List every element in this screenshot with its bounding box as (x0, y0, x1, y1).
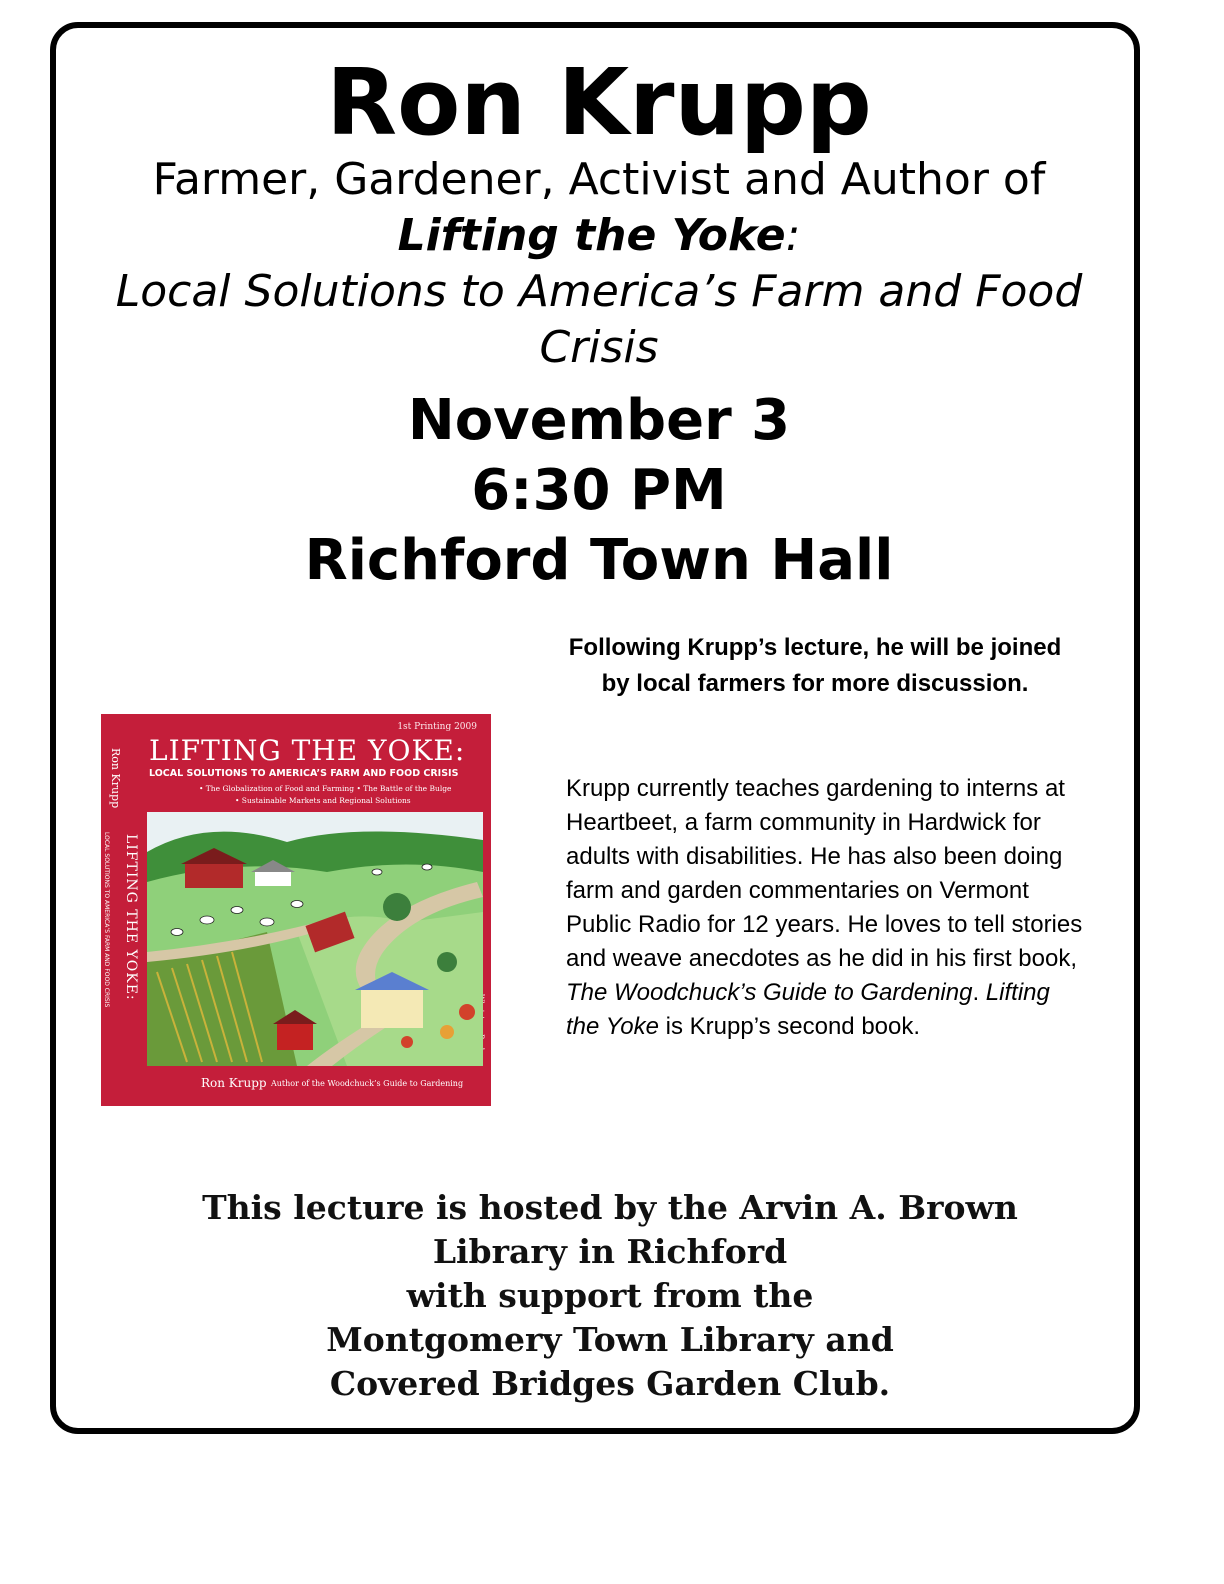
hosted-line-3: with support from the (406, 1276, 814, 1315)
cover-spine-title: LIFTING THE YOKE: (123, 834, 139, 1001)
bio-second-book: Lifting the Yoke (566, 979, 1050, 1040)
hosted-line-5: Covered Bridges Garden Club. (329, 1364, 891, 1403)
event-venue: Richford Town Hall (304, 528, 894, 593)
book-title-colon: : (785, 210, 801, 261)
cover-title: LIFTING THE YOKE: (149, 734, 466, 767)
cover-author-of: Author of the Woodchuck’s Guide to Gardening (271, 1079, 464, 1088)
bio-paragraph (566, 772, 1086, 1044)
event-time: 6:30 PM (471, 458, 727, 523)
speaker-subtitle: Farmer, Gardener, Activist and Author of (152, 154, 1046, 205)
book-title-text: Lifting the Yoke (397, 210, 786, 261)
cover-bullet-1: • The Globalization of Food and Farming • The Battle of the Bulge (199, 784, 452, 793)
bio-text-3: is Krupp’s second book. (658, 1013, 921, 1040)
book-title (56, 208, 1142, 264)
bio-first-book: The Woodchuck’s Guide to Gardening (566, 979, 973, 1006)
hosted-line-1: This lecture is hosted by the Arvin A. Brown (202, 1188, 1018, 1227)
bio-text-1: Krupp currently teaches gardening to interns at Heartbeet, a farm community in Hardwick for adults with disabilities. He has also been doing farm and garden commentaries on Vermont Public Radio for 12 years. He loves to tell stories and weave anecdotes as he did in his first book, (566, 775, 1083, 972)
event-date: November 3 (407, 388, 791, 453)
book-subtitle: Local Solutions to America’s Farm and Food Crisis (115, 266, 1083, 373)
cover-spine-subtitle: LOCAL SOLUTIONS TO AMERICA’S FARM AND FOOD CRISIS (103, 832, 110, 1008)
hosted-line-4: Montgomery Town Library and (326, 1320, 894, 1359)
cover-printing: 1st Printing 2009 (397, 722, 477, 732)
cover-author: Ron Krupp (201, 1076, 267, 1090)
hosted-line-2: Library in Richford (432, 1232, 788, 1271)
cover-spine-author: Ron Krupp (109, 748, 122, 809)
hosted-by (150, 1186, 1070, 1406)
following-note: Following Krupp’s lecture, he will be joined by local farmers for more discussion. (568, 634, 1062, 697)
farm-painting (147, 812, 483, 1066)
book-cover-image (101, 714, 491, 1106)
cover-subtitle: LOCAL SOLUTIONS TO AMERICA’S FARM AND FOOD CRISIS (149, 768, 459, 779)
bio-text-2: . (972, 979, 986, 1006)
cover-bullet-2: • Sustainable Markets and Regional Solutions (235, 796, 411, 805)
speaker-name: Ron Krupp (326, 49, 872, 156)
